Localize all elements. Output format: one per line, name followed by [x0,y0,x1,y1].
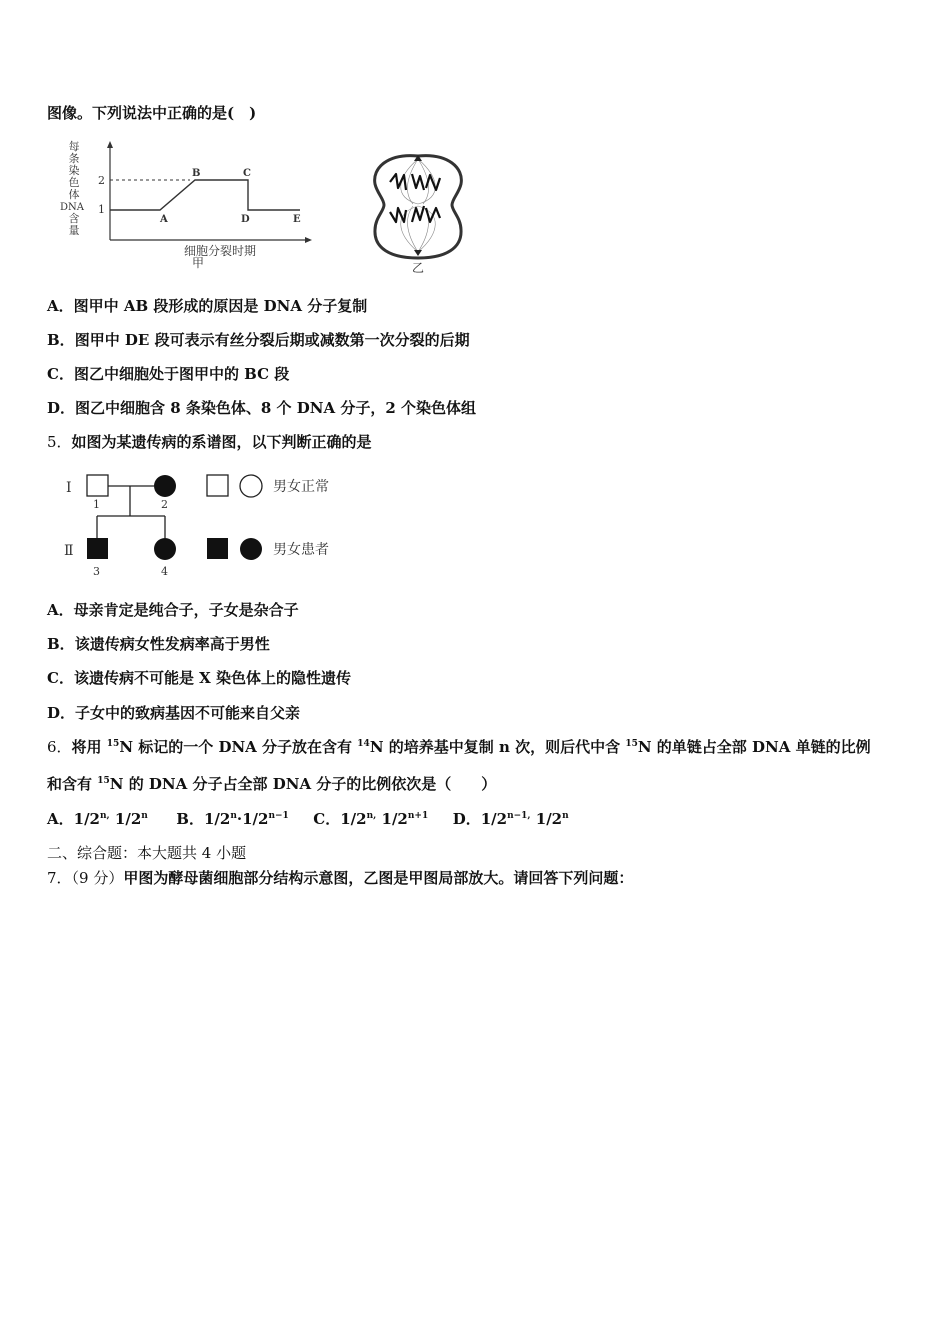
option-text: 1/2 [73,810,100,828]
q4-option-d [47,397,476,418]
option-letter: D． [47,704,76,722]
q5-option-a [47,599,299,620]
option-text: 1/2 [340,810,367,828]
question-text: 如图为某遗传病的系谱图，以下判断正确的是 [71,433,372,451]
option-text: 图乙中细胞处于图甲中的 BC 段 [73,365,290,383]
figure-jia-graph [50,140,320,270]
q6-stem-line-1 [47,736,871,757]
q5-stem [47,431,372,452]
q4-option-c [47,363,289,384]
option-text: 图甲中 DE 段可表示有丝分裂后期或减数第一次分裂的后期 [74,331,470,349]
q6-option-d [453,810,569,828]
option-letter: C． [313,810,341,828]
question-text: 甲图为酵母菌细胞部分结构示意图，乙图是甲图局部放大。请回答下列问题： [123,869,634,887]
q5-option-d [47,702,300,723]
ylabel-char: 含 [68,212,80,225]
x-axis-arrow [305,237,312,243]
exponent: n, [366,811,377,821]
isotope-superscript: 14 [357,739,370,749]
q6-option-a [47,810,148,828]
point-label-c: C [243,168,251,179]
option-letter: D． [452,810,481,828]
q5-option-c [47,667,351,688]
q7-stem [47,867,633,888]
individual-number-2: 2 [161,498,168,511]
option-text: 1/2 [480,810,508,828]
ylabel-char: DNA [60,202,84,213]
exponent: n [230,811,237,821]
exponent: n [141,811,148,821]
spindle-fibers [401,159,436,252]
point-label-d: D [241,214,250,225]
option-text: 1/2 [530,810,563,828]
option-text: 子女中的致病基因不可能来自父亲 [75,704,301,722]
exponent: n+1 [407,811,429,821]
point-label-b: B [192,168,201,179]
text-run: N 的 DNA 分子占全部 DNA 分子的比例依次是（ ） [109,775,497,793]
figure-yi-cell [368,148,468,276]
question-number: 6． [47,738,72,756]
option-letter: B． [47,635,75,653]
legend-normal-label: 男女正常 [273,479,329,495]
option-letter: C． [47,365,74,383]
q6-stem-line-2 [47,773,496,794]
text-run: N 标记的一个 DNA 分子放在含有 [119,738,358,756]
pole-bottom [414,250,422,256]
section-2-heading: 二、综合题：本大题共 4 小题 [47,844,247,862]
individual-number-4: 4 [161,565,168,578]
ylabel-char: 色 [68,176,80,189]
figure-jia-caption: 甲 [191,256,205,270]
generation-label-i: Ⅰ [66,480,72,496]
q6-options [47,808,569,829]
q4-stem: 图像。下列说法中正确的是( ) [47,104,257,122]
q4-option-a [47,295,367,316]
option-text: 1/2 [109,810,142,828]
exponent: n [562,811,569,821]
legend-affected-male [207,538,228,559]
option-letter: A． [47,297,74,315]
option-text: 母亲肯定是纯合子，子女是杂合子 [73,601,299,619]
ylabel-char: 体 [68,188,80,201]
legend-normal-male [207,475,228,496]
y-tick-2: 2 [98,174,105,187]
question-score: （9 分） [71,869,124,887]
ylabel-char: 条 [68,152,80,165]
isotope-superscript: 15 [97,776,110,786]
generation-label-ii: Ⅱ [64,543,74,559]
q4-option-b [47,329,470,350]
option-text: 图甲中 AB 段形成的原因是 DNA 分子复制 [73,297,368,315]
ylabel-char: 每 [68,140,80,153]
option-text: 该遗传病女性发病率高于男性 [74,635,270,653]
option-letter: B． [47,331,75,349]
pedigree-chart [60,468,360,583]
cell-membrane [375,156,462,258]
dna-content-curve [110,180,300,210]
ylabel-char: 染 [68,164,80,177]
exponent: n, [100,811,110,821]
x-axis-label: 细胞分裂时期 [183,244,257,258]
q5-option-b [47,633,270,654]
option-letter: B． [176,810,204,828]
exponent: n−1 [268,811,289,821]
y-axis-arrow [107,141,113,148]
question-number: 5． [47,433,72,451]
ylabel-char: 量 [68,224,80,237]
legend-normal-female [240,475,262,497]
text-run: 和含有 [47,775,98,793]
q6-option-b [176,810,289,828]
point-label-e: E [293,214,301,225]
figure-yi-caption: 乙 [411,261,425,275]
individual-2-affected-female [154,475,176,497]
isotope-superscript: 15 [625,739,638,749]
q6-option-c [313,810,428,828]
option-letter: D． [47,399,76,417]
option-text: 该遗传病不可能是 X 染色体上的隐性遗传 [73,669,352,687]
individual-1-normal-male [87,475,108,496]
option-text: ·1/2 [236,810,269,828]
option-letter: A． [47,810,74,828]
text-run: 将用 [71,738,107,756]
chromosomes-lower [390,206,440,222]
option-letter: C． [47,669,74,687]
individual-4-affected-female [154,538,176,560]
exponent: n−1, [507,811,531,821]
text-run: N 的培养基中复制 n 次，则后代中含 [369,738,626,756]
option-text: 图乙中细胞含 8 条染色体、8 个 DNA 分子，2 个染色体组 [75,399,477,417]
legend-affected-female [240,538,262,560]
individual-number-3: 3 [93,565,100,578]
y-tick-1: 1 [98,203,105,216]
text-run: N 的单链占全部 DNA 单链的比例 [637,738,871,756]
point-label-a: A [160,214,168,225]
individual-number-1: 1 [93,498,100,511]
isotope-superscript: 15 [106,739,120,749]
question-number: 7． [47,869,72,887]
option-text: 1/2 [376,810,408,828]
legend-affected-label: 男女患者 [273,542,329,558]
option-letter: A． [47,601,74,619]
option-text: 1/2 [203,810,231,828]
individual-3-affected-male [87,538,108,559]
